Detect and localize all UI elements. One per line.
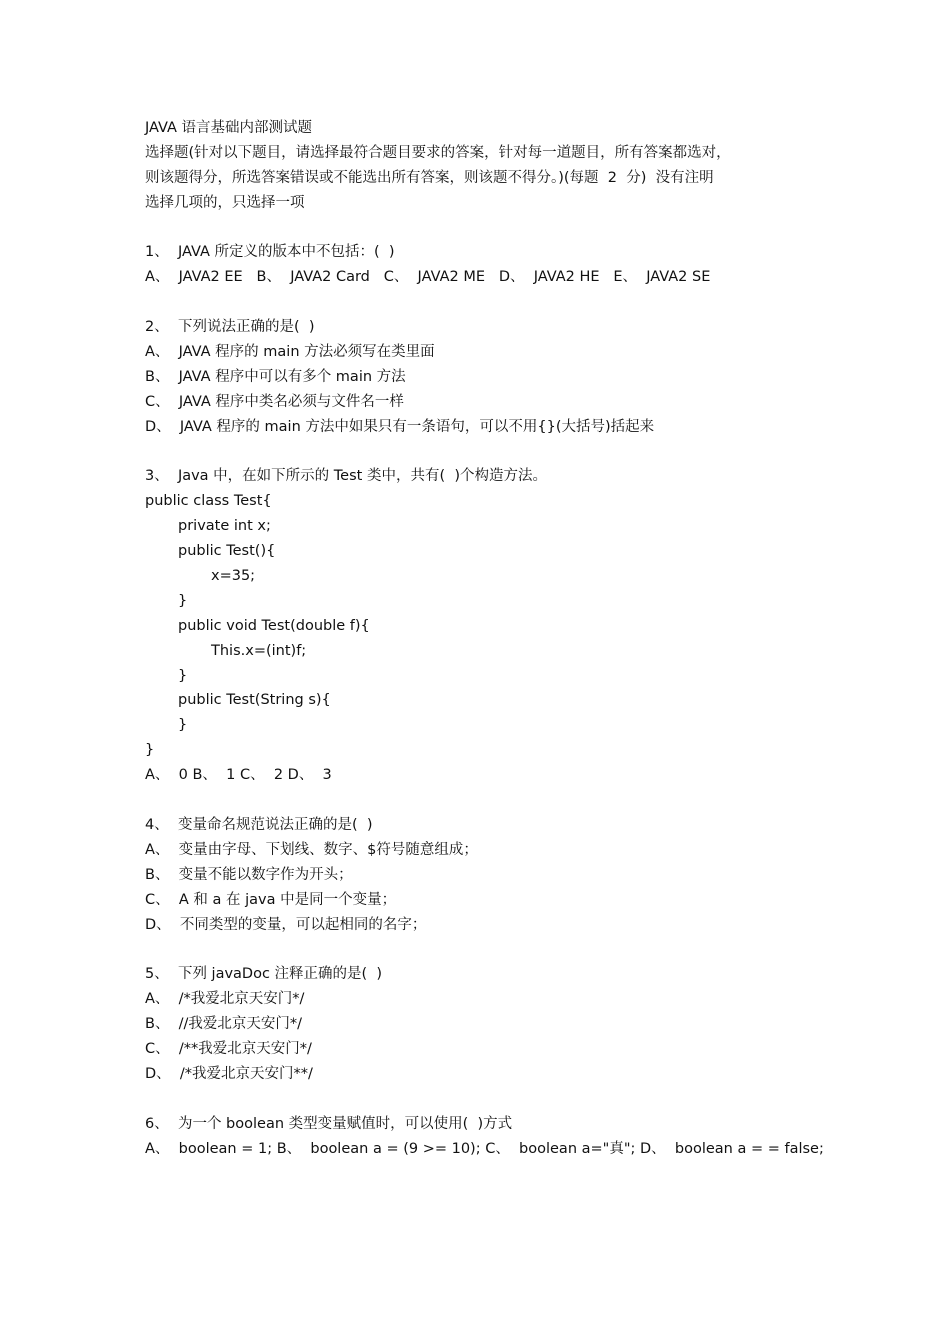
question-5-option-b: B、 //我爱北京天安门*/ [145,1016,303,1033]
question-5-option-c: C、 /**我爱北京天安门*/ [145,1040,312,1057]
code-line: This.x=(int)f; [211,642,307,659]
question-4-option-c: C、 A 和 a 在 java 中是同一个变量； [145,891,397,908]
spacer [145,788,815,813]
instructions-line-3: 选择几项的，只选择一项 [145,194,305,211]
question-1-options: A、 JAVA2 EE B、 JAVA2 Card C、 JAVA2 ME D、 JAVA2 HE E、 JAVA2 SE [145,269,711,286]
document-body [145,116,824,1161]
question-1-stem: 1、 JAVA 所定义的版本中不包括：( ) [145,244,395,261]
question-4-option-a: A、 变量由字母、下划线、数字、$符号随意组成； [145,841,478,858]
question-6-stem: 6、 为一个 boolean 类型变量赋值时，可以使用( )方式 [145,1115,513,1132]
instructions-line-1: 选择题(针对以下题目，请选择最符合题目要求的答案，针对每一道题目，所有答案都选对， [145,144,731,161]
question-2-stem: 2、 下列说法正确的是( ) [145,319,315,336]
question-5-option-d: D、 /*我爱北京天安门**/ [145,1065,313,1082]
code-line: } [145,742,155,759]
question-2-option-d: D、 JAVA 程序的 main 方法中如果只有一条语句，可以不用{}(大括号)括起来 [145,418,655,435]
spacer [145,1087,815,1112]
code-line: public class Test{ [145,493,272,510]
question-2-option-c: C、 JAVA 程序中类名必须与文件名一样 [145,393,404,410]
question-6-options: A、 boolean = 1; B、 boolean a = (9 >= 10); C、 boolean a="真"; D、 boolean a = = false; [145,1140,824,1157]
question-5-option-a: A、 /*我爱北京天安门*/ [145,991,305,1008]
spacer [145,216,815,241]
code-line: } [178,667,188,684]
question-2-option-b: B、 JAVA 程序中可以有多个 main 方法 [145,368,406,385]
question-3-options: A、 0 B、 1 C、 2 D、 3 [145,767,332,784]
code-line: } [178,592,188,609]
code-line: x=35; [211,568,256,585]
question-3-stem: 3、 Java 中，在如下所示的 Test 类中，共有( )个构造方法。 [145,468,547,485]
code-line: public Test(String s){ [178,692,331,709]
document-title: JAVA 语言基础内部测试题 [145,120,313,136]
spacer [145,290,815,315]
question-4-stem: 4、 变量命名规范说法正确的是( ) [145,816,373,833]
code-line: public Test(){ [178,543,276,560]
code-line: } [178,717,188,734]
code-line: public void Test(double f){ [178,617,370,634]
spacer [145,937,815,962]
question-4-option-b: B、 变量不能以数字作为开头； [145,866,353,883]
question-2-option-a: A、 JAVA 程序的 main 方法必须写在类里面 [145,344,435,361]
instructions-line-2: 则该题得分，所选答案错误或不能选出所有答案，则该题不得分。)(每题 2 分) 没有注明 [145,169,714,186]
code-line: private int x; [178,518,271,535]
spacer [145,440,815,465]
question-4-option-d: D、 不同类型的变量，可以起相同的名字； [145,916,427,933]
question-5-stem: 5、 下列 javaDoc 注释正确的是( ) [145,966,383,983]
